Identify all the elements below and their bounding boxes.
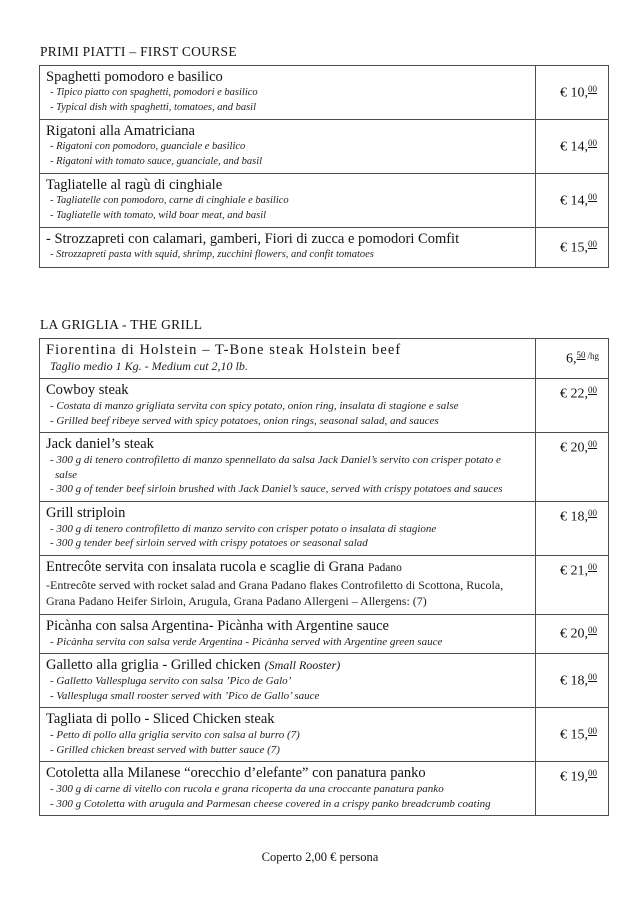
price-amount: 21,: [570, 563, 588, 578]
price-unit: /hg: [587, 351, 599, 361]
dish-cell: [40, 762, 536, 815]
dish-name-text: Rigatoni alla Amatriciana: [46, 123, 195, 139]
price-cell: [536, 433, 608, 501]
dish-name-note: (Small Rooster): [264, 658, 341, 672]
dish-cell: [40, 502, 536, 555]
section-title: LA GRIGLIA - THE GRILL: [40, 316, 203, 332]
dish-name-text: Fiorentina di Holstein – T-Bone steak Holstein beef: [46, 341, 402, 358]
currency-symbol: €: [560, 509, 571, 524]
price: [560, 138, 599, 156]
dish-cell: [40, 433, 536, 501]
dish-description: - Picànha servita con salsa verde Argentina - Picànha served with Argentine green sauce: [50, 635, 443, 648]
dish-description: - Tagliatelle with tomato, wild boar meat, and basil: [50, 209, 267, 221]
dish-name: [46, 656, 525, 674]
price-cents: 00: [588, 768, 597, 778]
dish-description: - Tagliatelle con pomodoro, carne di cinghiale e basilico: [50, 195, 289, 206]
currency-symbol: €: [560, 440, 571, 456]
price: [560, 385, 599, 403]
price-cell: [536, 120, 608, 173]
price-amount: 6,: [565, 351, 577, 366]
price-cell: [536, 654, 608, 707]
dish-name-note: Padano: [368, 561, 402, 574]
dish-name-text: Spaghetti pomodoro e basilico: [46, 69, 223, 85]
price-cell: [536, 762, 608, 815]
dish-name-text: Tagliata di pollo - Sliced Chicken steak: [46, 711, 275, 727]
dish-description: - Typical dish with spaghetti, tomatoes, and basil: [50, 101, 257, 113]
dish-cell: [40, 66, 536, 119]
dish-description: - Tipico piatto con spaghetti, pomodori e basilico: [50, 87, 258, 98]
price-cents: 00: [588, 385, 597, 395]
price-cell: [536, 379, 608, 432]
dish-description: - Strozzapreti pasta with squid, shrimp, zucchini flowers, and confit tomatoes: [50, 249, 374, 260]
price-cell: [536, 708, 608, 761]
menu-item-row: [40, 120, 608, 174]
price-amount: 19,: [570, 769, 588, 785]
dish-name: [46, 341, 525, 359]
dish-description: - Rigatoni with tomato sauce, guanciale, and basil: [50, 155, 263, 167]
dish-name-text: Grill striploin: [46, 504, 126, 521]
dish-description: - Petto di pollo alla griglia servito con salsa al burro (7): [50, 729, 300, 741]
currency-symbol: €: [560, 769, 571, 785]
dish-cell: [40, 379, 536, 432]
dish-description: - 300 g di carne di vitello con rucola e grana ricoperta da una croccante panatura panko: [50, 783, 444, 795]
menu-item-row: [40, 654, 608, 708]
price-cents: 50: [576, 349, 586, 360]
menu-item-row: [40, 762, 608, 815]
price: [560, 84, 599, 102]
dish-name: [46, 504, 525, 522]
price-cents: 00: [588, 238, 597, 249]
menu-item-row: [40, 615, 608, 655]
menu-sections: [39, 44, 609, 816]
dish-description: Taglio medio 1 Kg. - Medium cut 2,10 lb.: [50, 358, 248, 373]
price: [560, 508, 599, 526]
dish-cell: [40, 228, 536, 267]
currency-symbol: €: [560, 727, 571, 743]
currency-symbol: €: [560, 626, 571, 642]
price-amount: 18,: [570, 509, 588, 524]
price: [560, 562, 599, 580]
price-cell: [536, 615, 608, 654]
dish-description: - Vallespluga small rooster served with ’Pico de Gallo’ sauce: [50, 689, 320, 702]
price-amount: 10,: [570, 85, 588, 101]
dish-name: [46, 617, 525, 635]
section-title: PRIMI PIATTI – FIRST COURSE: [40, 44, 237, 59]
menu-item-row: [40, 433, 608, 502]
menu-item-row: [40, 228, 608, 267]
dish-description: - Grilled beef ribeye served with spicy potatoes, onion rings, seasonal salad, and sauces: [50, 414, 439, 427]
price: [560, 672, 599, 690]
price-cents: 00: [588, 191, 597, 202]
currency-symbol: €: [560, 193, 571, 209]
dish-name: [46, 558, 525, 577]
price-amount: 15,: [570, 240, 588, 255]
currency-symbol: €: [560, 85, 571, 101]
price-amount: 15,: [570, 727, 588, 743]
currency-symbol: €: [560, 563, 571, 578]
dish-description: - 300 g tender beef sirloin served with crispy potatoes or seasonal salad: [50, 537, 368, 549]
price: [560, 625, 599, 643]
price-cents: 00: [588, 507, 597, 518]
price-amount: 14,: [570, 139, 588, 155]
price-cell: [536, 502, 608, 555]
dish-name-text: Cowboy steak: [46, 382, 129, 398]
dish-description: -Entrecôte served with rocket salad and Grana Padano flakes Controfiletto di Scottona, Rucola, Grana Padano Heifer Sirloin, Arugula, Grana Padano Allergeni – Allergens: (7): [46, 577, 504, 608]
dish-cell: [40, 556, 536, 614]
dish-name-text: Picànha con salsa Argentina- Picànha with Argentine sauce: [46, 617, 389, 634]
currency-symbol: €: [560, 139, 571, 155]
menu-item-row: [40, 502, 608, 556]
price-cents: 00: [588, 439, 597, 449]
menu-table: [39, 65, 609, 268]
price: [560, 439, 599, 457]
dish-name-text: Entrecôte servita con insalata rucola e scaglie di Grana: [46, 558, 365, 575]
menu-content: [39, 44, 609, 816]
price-cell: [536, 228, 608, 267]
price-cents: 00: [588, 671, 597, 682]
price: [560, 239, 599, 257]
price-cents: 00: [588, 625, 597, 635]
menu-item-row: [40, 66, 608, 120]
price: [560, 726, 599, 744]
dish-description: - 300 g di tenero controfiletto di manzo servito con crisper potato o insalata di stagione: [50, 522, 437, 535]
price-cents: 00: [588, 83, 597, 94]
dish-description: - Rigatoni con pomodoro, guanciale e basilico: [50, 141, 246, 152]
menu-section: [39, 317, 609, 817]
dish-name: [46, 122, 525, 140]
price-amount: 14,: [570, 193, 588, 209]
price-cents: 00: [588, 561, 597, 572]
footer-note: Coperto 2,00 € persona: [261, 850, 379, 864]
dish-name: [46, 176, 525, 194]
price-cell: [536, 339, 608, 379]
dish-name-text: Galletto alla griglia - Grilled chicken: [46, 657, 261, 673]
dish-description: - Costata di manzo grigliata servita con spicy potato, onion ring, insalata di stagione e salse: [50, 400, 459, 412]
dish-description: - Grilled chicken breast served with butter sauce (7): [50, 743, 280, 756]
price-amount: 18,: [570, 673, 588, 689]
menu-section: [39, 44, 609, 268]
price-amount: 22,: [570, 386, 588, 402]
dish-name: [46, 435, 525, 453]
price-amount: 20,: [570, 626, 588, 642]
dish-name: [46, 381, 525, 399]
dish-name: [46, 764, 525, 782]
dish-cell: [40, 174, 536, 227]
price-cell: [536, 66, 608, 119]
menu-table: [39, 338, 609, 817]
dish-name: [46, 710, 525, 728]
dish-cell: [40, 615, 536, 654]
currency-symbol: €: [560, 673, 571, 689]
price-cell: [536, 556, 608, 614]
dish-cell: [40, 654, 536, 707]
price: [560, 768, 599, 786]
price-amount: 20,: [570, 440, 588, 456]
menu-item-row: [40, 174, 608, 228]
dish-name-text: Cotoletta alla Milanese “orecchio d’elefante” con panatura panko: [46, 765, 426, 781]
dish-cell: [40, 708, 536, 761]
menu-item-row: [40, 556, 608, 615]
dish-name: [46, 230, 525, 248]
dish-name-text: Jack daniel’s steak: [46, 436, 154, 452]
dish-description: - 300 g di tenero controfiletto di manzo spennellato da salsa Jack Daniel’s servito con crisper potato e salse: [50, 454, 501, 481]
menu-item-row: [40, 379, 608, 433]
dish-cell: [40, 339, 536, 379]
dish-name-text: - Strozzapreti con calamari, gamberi, Fiori di zucca e pomodori Comfit: [46, 231, 460, 247]
dish-description: - 300 g of tender beef sirloin brushed with Jack Daniel’s sauce, served with crispy potatoes and sauces: [50, 483, 503, 495]
dish-description: - 300 g Cotoletta with arugula and Parmesan cheese covered in a crispy panko breadcrumb coating: [50, 797, 491, 810]
dish-cell: [40, 120, 536, 173]
dish-name-text: Tagliatelle al ragù di cinghiale: [46, 177, 223, 193]
price-cell: [536, 174, 608, 227]
currency-symbol: €: [560, 386, 571, 402]
dish-name: [46, 68, 525, 86]
dish-description: - Galletto Vallespluga servito con salsa ’Pico de Galo’: [50, 675, 292, 687]
price-cents: 00: [588, 137, 597, 148]
menu-item-row: [40, 339, 608, 380]
currency-symbol: €: [560, 240, 571, 255]
menu-item-row: [40, 708, 608, 762]
price-cents: 00: [588, 725, 597, 736]
price: [566, 350, 599, 368]
price: [560, 192, 599, 210]
